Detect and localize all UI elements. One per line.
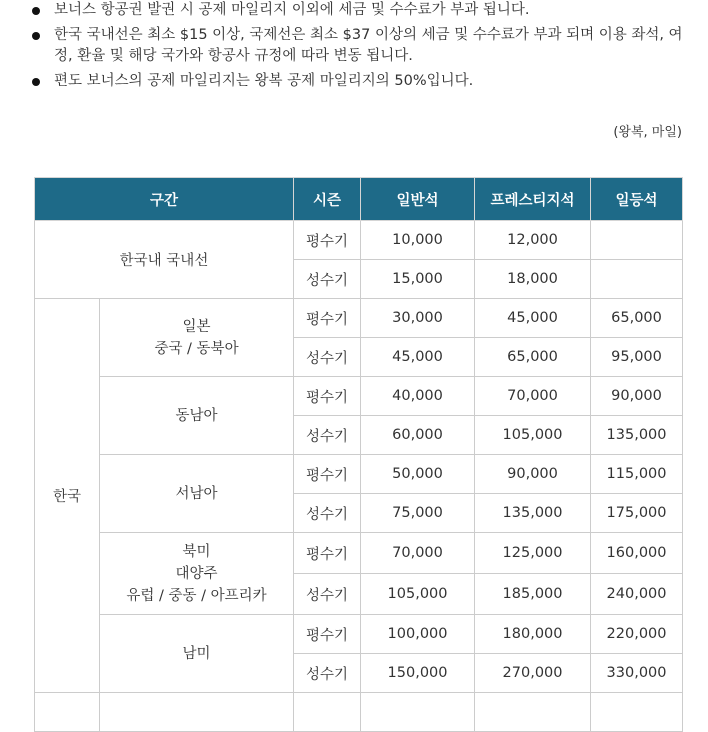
prestige-cell: 12,000 <box>475 221 591 260</box>
region-line: 남미 <box>182 645 211 662</box>
table-row <box>35 377 683 416</box>
season-cell: 평수기 <box>294 221 361 260</box>
note-text: 편도 보너스의 공제 마일리지는 왕복 공제 마일리지의 50%입니다. <box>54 73 474 89</box>
empty-cell <box>100 693 294 732</box>
region-cell-southeast-asia <box>100 377 294 455</box>
prestige-cell: 90,000 <box>475 455 591 494</box>
prestige-cell: 65,000 <box>475 338 591 377</box>
prestige-cell: 105,000 <box>475 416 591 455</box>
empty-cell <box>35 693 100 732</box>
prestige-cell: 135,000 <box>475 494 591 533</box>
region-line: 서남아 <box>175 485 218 502</box>
region-line: 중국 / 동북아 <box>154 340 239 357</box>
bullet-icon <box>32 32 40 40</box>
season-cell: 성수기 <box>294 416 361 455</box>
economy-cell: 45,000 <box>361 338 475 377</box>
region-line: 동남아 <box>175 407 218 424</box>
season-cell: 성수기 <box>294 494 361 533</box>
notes-list <box>30 0 690 96</box>
table-row <box>35 221 683 260</box>
economy-cell: 75,000 <box>361 494 475 533</box>
season-cell: 성수기 <box>294 654 361 693</box>
note-item <box>30 25 690 67</box>
first-cell: 95,000 <box>591 338 683 377</box>
economy-cell: 30,000 <box>361 299 475 338</box>
first-cell: 90,000 <box>591 377 683 416</box>
empty-cell <box>475 693 591 732</box>
prestige-cell: 270,000 <box>475 654 591 693</box>
season-cell: 평수기 <box>294 299 361 338</box>
header-first: 일등석 <box>591 178 683 221</box>
first-cell: 65,000 <box>591 299 683 338</box>
first-cell: 160,000 <box>591 533 683 574</box>
first-cell: 175,000 <box>591 494 683 533</box>
prestige-cell: 180,000 <box>475 615 591 654</box>
region-line: 유럽 / 중동 / 아프리카 <box>126 587 267 604</box>
first-cell <box>591 221 683 260</box>
unit-note: (왕복, 마일) <box>613 125 682 140</box>
table-row <box>35 533 683 574</box>
domestic-route-cell: 한국내 국내선 <box>35 221 294 299</box>
economy-cell: 70,000 <box>361 533 475 574</box>
region-line: 북미 <box>182 543 211 560</box>
economy-cell: 100,000 <box>361 615 475 654</box>
region-cell-japan-china <box>100 299 294 377</box>
first-cell: 330,000 <box>591 654 683 693</box>
region-cell-americas-europe <box>100 533 294 615</box>
table-row <box>35 299 683 338</box>
region-cell-southwest-asia <box>100 455 294 533</box>
economy-cell: 10,000 <box>361 221 475 260</box>
header-economy: 일반석 <box>361 178 475 221</box>
economy-cell: 15,000 <box>361 260 475 299</box>
note-item <box>30 71 690 92</box>
season-cell: 평수기 <box>294 533 361 574</box>
empty-cell <box>591 693 683 732</box>
economy-cell: 40,000 <box>361 377 475 416</box>
prestige-cell: 185,000 <box>475 574 591 615</box>
prestige-cell: 125,000 <box>475 533 591 574</box>
first-cell <box>591 260 683 299</box>
empty-cell <box>294 693 361 732</box>
region-cell-south-america <box>100 615 294 693</box>
note-text: 한국 국내선은 최소 $15 이상, 국제선은 최소 $37 이상의 세금 및 수수료가 부과 되며 이용 좌석, 여정, 환율 및 해당 국가와 항공사 규정에 따라 변동 됩니다. <box>54 27 683 64</box>
mileage-table <box>34 177 683 732</box>
header-prestige: 프레스티지석 <box>475 178 591 221</box>
season-cell: 성수기 <box>294 574 361 615</box>
table-row-partial <box>35 693 683 732</box>
table-header-row <box>35 178 683 221</box>
season-cell: 성수기 <box>294 338 361 377</box>
first-cell: 220,000 <box>591 615 683 654</box>
season-cell: 평수기 <box>294 615 361 654</box>
economy-cell: 60,000 <box>361 416 475 455</box>
korea-origin-cell: 한국 <box>35 299 100 693</box>
economy-cell: 105,000 <box>361 574 475 615</box>
season-cell: 평수기 <box>294 455 361 494</box>
first-cell: 115,000 <box>591 455 683 494</box>
bullet-icon <box>32 78 40 86</box>
economy-cell: 150,000 <box>361 654 475 693</box>
economy-cell: 50,000 <box>361 455 475 494</box>
region-line: 일본 <box>182 318 211 335</box>
prestige-cell: 70,000 <box>475 377 591 416</box>
prestige-cell: 45,000 <box>475 299 591 338</box>
empty-cell <box>361 693 475 732</box>
region-line: 대양주 <box>175 565 218 582</box>
first-cell: 135,000 <box>591 416 683 455</box>
season-cell: 성수기 <box>294 260 361 299</box>
prestige-cell: 18,000 <box>475 260 591 299</box>
note-text: 보너스 항공권 발권 시 공제 마일리지 이외에 세금 및 수수료가 부과 됩니다. <box>54 2 530 18</box>
bullet-icon <box>32 7 40 15</box>
header-route: 구간 <box>35 178 294 221</box>
note-item <box>30 0 690 21</box>
season-cell: 평수기 <box>294 377 361 416</box>
header-season: 시즌 <box>294 178 361 221</box>
table-row <box>35 455 683 494</box>
table-row <box>35 615 683 654</box>
first-cell: 240,000 <box>591 574 683 615</box>
